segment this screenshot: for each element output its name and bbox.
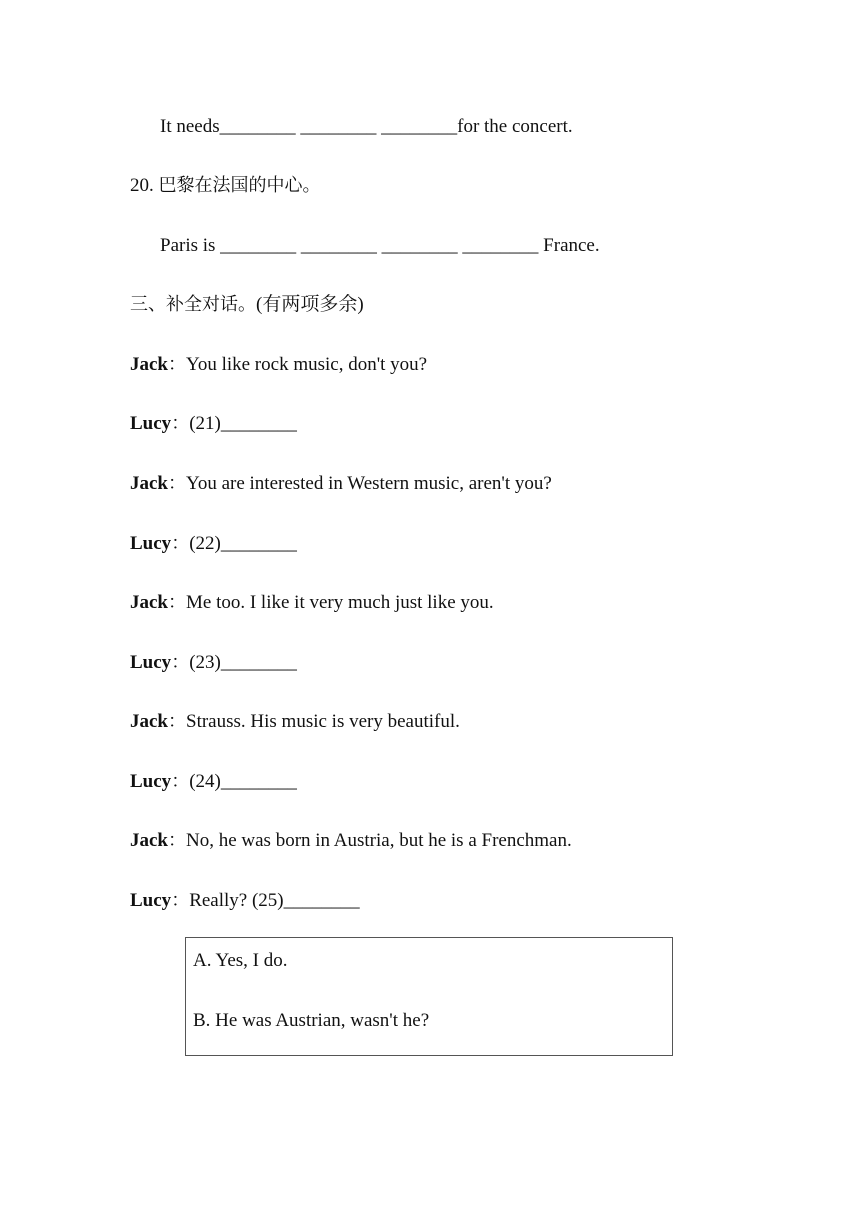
dialogue-line <box>130 472 552 496</box>
option-b: B. He was Austrian, wasn't he? <box>193 1010 430 1031</box>
q20-answer-line: Paris is ________ ________ ________ ________ France. <box>160 235 600 256</box>
speaker-name: Lucy <box>130 771 172 792</box>
dialogue-text: Really? (25)________ <box>189 890 360 911</box>
speaker-name: Jack <box>130 473 168 494</box>
dialogue-text: (22)________ <box>189 533 297 554</box>
speaker-name: Jack <box>130 354 168 375</box>
dialogue-line <box>130 829 572 853</box>
section3-heading-cn: 三、补全对话。 <box>130 294 256 315</box>
speaker-separator: ： <box>168 711 186 732</box>
dialogue-text: Strauss. His music is very beautiful. <box>186 711 460 732</box>
dialogue-text: (23)________ <box>189 652 297 673</box>
speaker-separator: ： <box>168 830 186 851</box>
dialogue-line <box>130 532 297 556</box>
dialogue-line <box>130 651 297 675</box>
speaker-name: Lucy <box>130 652 172 673</box>
speaker-separator: ： <box>168 354 186 375</box>
speaker-name: Jack <box>130 592 168 613</box>
speaker-name: Jack <box>130 711 168 732</box>
dialogue-text: You like rock music, don't you? <box>186 354 428 375</box>
speaker-separator: ： <box>168 592 186 613</box>
q20-number: 20. <box>130 175 154 196</box>
dialogue-line <box>130 770 297 794</box>
q19-answer-line: It needs________ ________ ________for the concert. <box>160 116 573 137</box>
speaker-name: Lucy <box>130 890 172 911</box>
section3-heading <box>130 293 364 317</box>
dialogue-line <box>130 412 297 436</box>
dialogue-text: (21)________ <box>189 413 297 434</box>
dialogue-line <box>130 889 360 913</box>
dialogue-line <box>130 591 494 615</box>
dialogue-text: No, he was born in Austria, but he is a Frenchman. <box>186 830 572 851</box>
speaker-name: Lucy <box>130 533 172 554</box>
section3-heading-note: (有两项多余) <box>256 294 364 315</box>
speaker-separator: ： <box>171 652 190 673</box>
speaker-separator: ： <box>171 771 190 792</box>
speaker-name: Jack <box>130 830 168 851</box>
q20-prompt: 巴黎在法国的中心。 <box>158 175 321 196</box>
dialogue-line <box>130 353 427 377</box>
speaker-separator: ： <box>171 533 190 554</box>
dialogue-line <box>130 710 460 734</box>
dialogue-text: Me too. I like it very much just like you. <box>186 592 494 613</box>
speaker-separator: ： <box>171 413 190 434</box>
option-a: A. Yes, I do. <box>193 950 288 971</box>
q20-prompt-line <box>130 174 321 198</box>
speaker-name: Lucy <box>130 413 172 434</box>
speaker-separator: ： <box>171 890 190 911</box>
dialogue-text: (24)________ <box>189 771 297 792</box>
dialogue-text: You are interested in Western music, aren't you? <box>186 473 552 494</box>
speaker-separator: ： <box>168 473 186 494</box>
